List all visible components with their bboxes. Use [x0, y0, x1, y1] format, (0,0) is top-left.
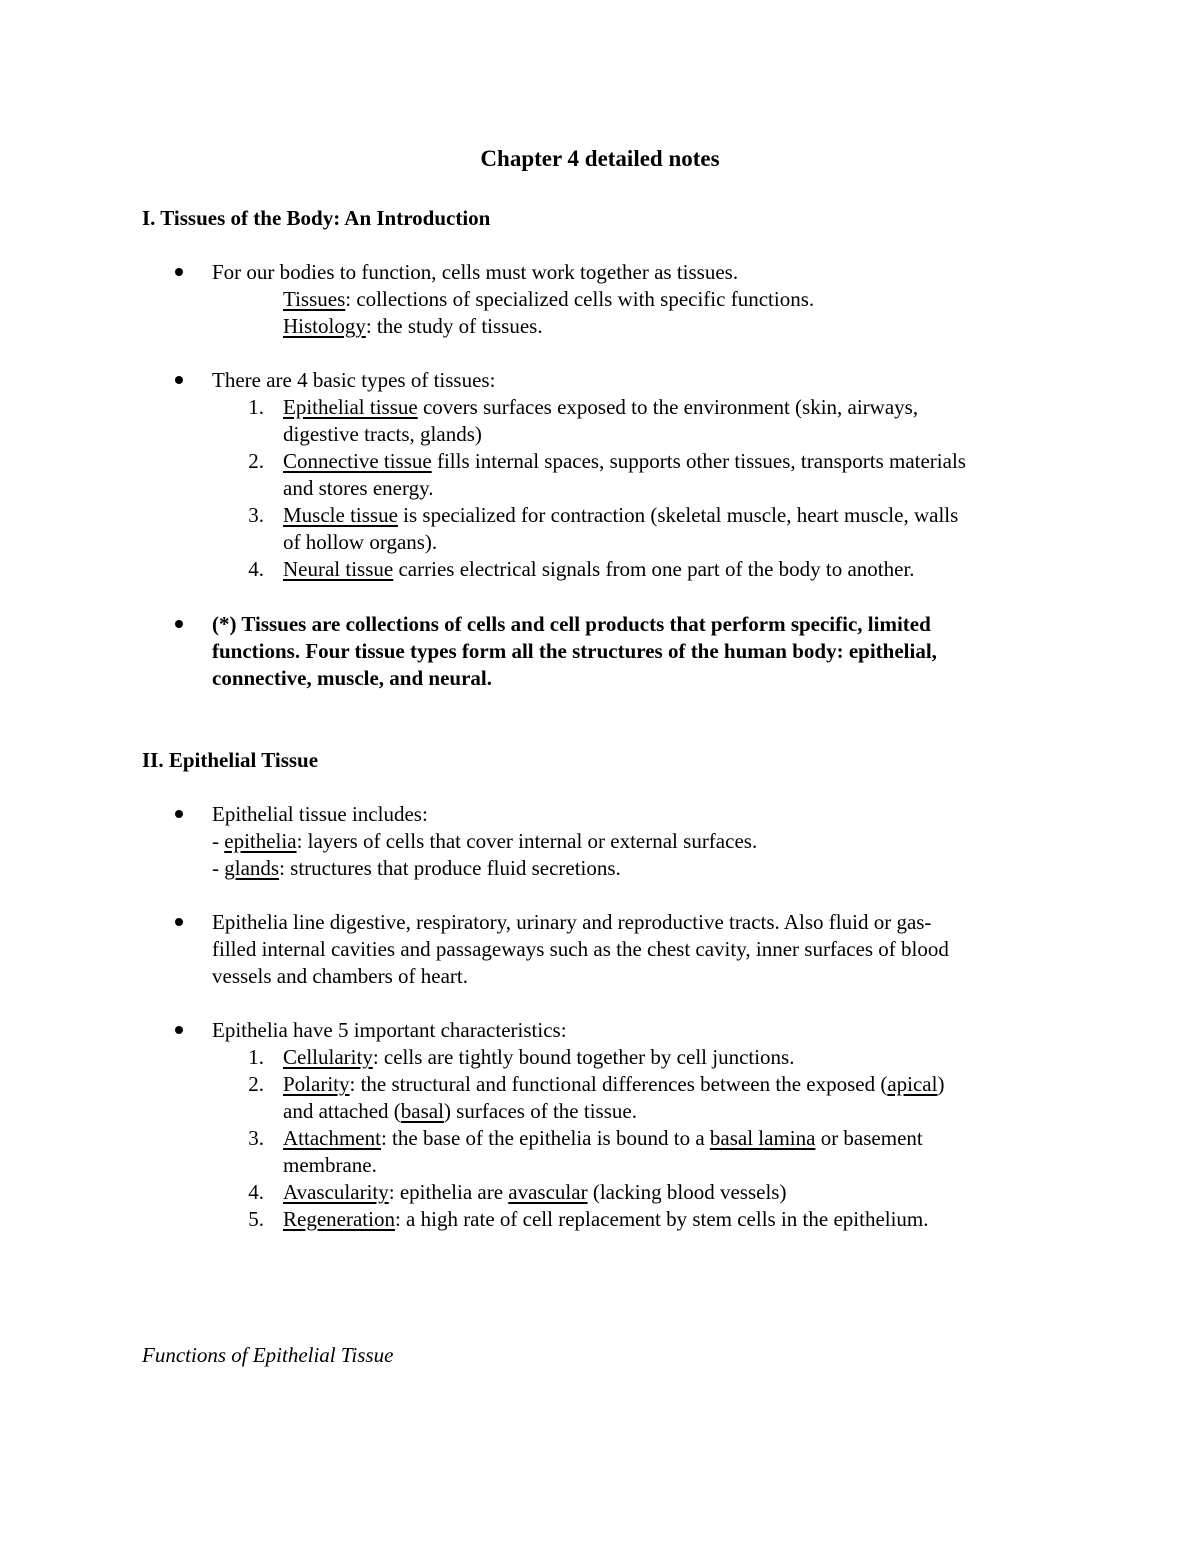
paragraph-line: vessels and chambers of heart.: [212, 964, 468, 988]
section-heading-1: I. Tissues of the Body: An Introduction: [142, 206, 491, 230]
numbered-item-cont: digestive tracts, glands): [283, 422, 482, 446]
list-number: 5.: [248, 1207, 264, 1231]
bullet-icon: [175, 1026, 183, 1034]
numbered-item: Neural tissue carries electrical signals from one part of the body to another.: [283, 557, 915, 581]
numbered-item: Epithelial tissue covers surfaces exposed to the environment (skin, airways,: [283, 395, 919, 419]
section-heading-3: Functions of Epithelial Tissue: [142, 1343, 394, 1367]
list-item: There are 4 basic types of tissues:: [212, 368, 496, 392]
numbered-item: Connective tissue fills internal spaces, supports other tissues, transports materials: [283, 449, 966, 473]
section-heading-2: II. Epithelial Tissue: [142, 748, 319, 772]
list-number: 2.: [248, 449, 264, 473]
term-histology: Histology: [283, 314, 366, 338]
characteristic-item-cont: membrane.: [283, 1153, 377, 1177]
bullet-icon: [175, 810, 183, 818]
summary-line: functions. Four tissue types form all the structures of the human body: epithelial,: [212, 639, 937, 663]
list-number: 3.: [248, 503, 264, 527]
page-title: Chapter 4 detailed notes: [480, 146, 720, 171]
summary-line: (*) Tissues are collections of cells and cell products that perform specific, limited: [212, 612, 931, 636]
characteristic-item: Polarity: the structural and functional differences between the exposed (apical): [283, 1072, 945, 1096]
bullet-icon: [175, 268, 183, 276]
characteristic-item: Cellularity: cells are tightly bound together by cell junctions.: [283, 1045, 795, 1069]
term-tissues: Tissues: [283, 287, 346, 311]
list-number: 1.: [248, 395, 264, 419]
paragraph-line: Epithelia line digestive, respiratory, urinary and reproductive tracts. Also fluid or gas-: [212, 910, 932, 934]
list-item: Epithelial tissue includes:: [212, 802, 428, 826]
list-item: For our bodies to function, cells must work together as tissues.: [212, 260, 739, 284]
paragraph-line: filled internal cavities and passageways such as the chest cavity, inner surfaces of blood: [212, 937, 949, 961]
summary-line: connective, muscle, and neural.: [212, 666, 492, 690]
characteristic-item: Attachment: the base of the epithelia is bound to a basal lamina or basement: [283, 1126, 923, 1150]
numbered-item-cont: of hollow organs).: [283, 530, 438, 554]
bullet-icon: [175, 376, 183, 384]
list-item: Epithelia have 5 important characteristics:: [212, 1018, 567, 1042]
list-number: 3.: [248, 1126, 264, 1150]
characteristic-item-cont: and attached (basal) surfaces of the tissue.: [283, 1099, 637, 1123]
definition-glands: - glands: structures that produce fluid secretions.: [212, 856, 621, 880]
list-number: 1.: [248, 1045, 264, 1069]
list-number: 4.: [248, 557, 264, 581]
characteristic-item: Avascularity: epithelia are avascular (lacking blood vessels): [283, 1180, 787, 1204]
bullet-icon: [175, 620, 183, 628]
numbered-item: Muscle tissue is specialized for contraction (skeletal muscle, heart muscle, walls: [283, 503, 959, 527]
list-number: 2.: [248, 1072, 264, 1096]
bullet-icon: [175, 918, 183, 926]
definition-tissues: Tissues: collections of specialized cells with specific functions.: [283, 287, 815, 311]
list-number: 4.: [248, 1180, 264, 1204]
definition-epithelia: - epithelia: layers of cells that cover internal or external surfaces.: [212, 829, 758, 853]
numbered-item-cont: and stores energy.: [283, 476, 434, 500]
characteristic-item: Regeneration: a high rate of cell replacement by stem cells in the epithelium.: [283, 1207, 929, 1231]
definition-histology: Histology: the study of tissues.: [283, 314, 543, 338]
